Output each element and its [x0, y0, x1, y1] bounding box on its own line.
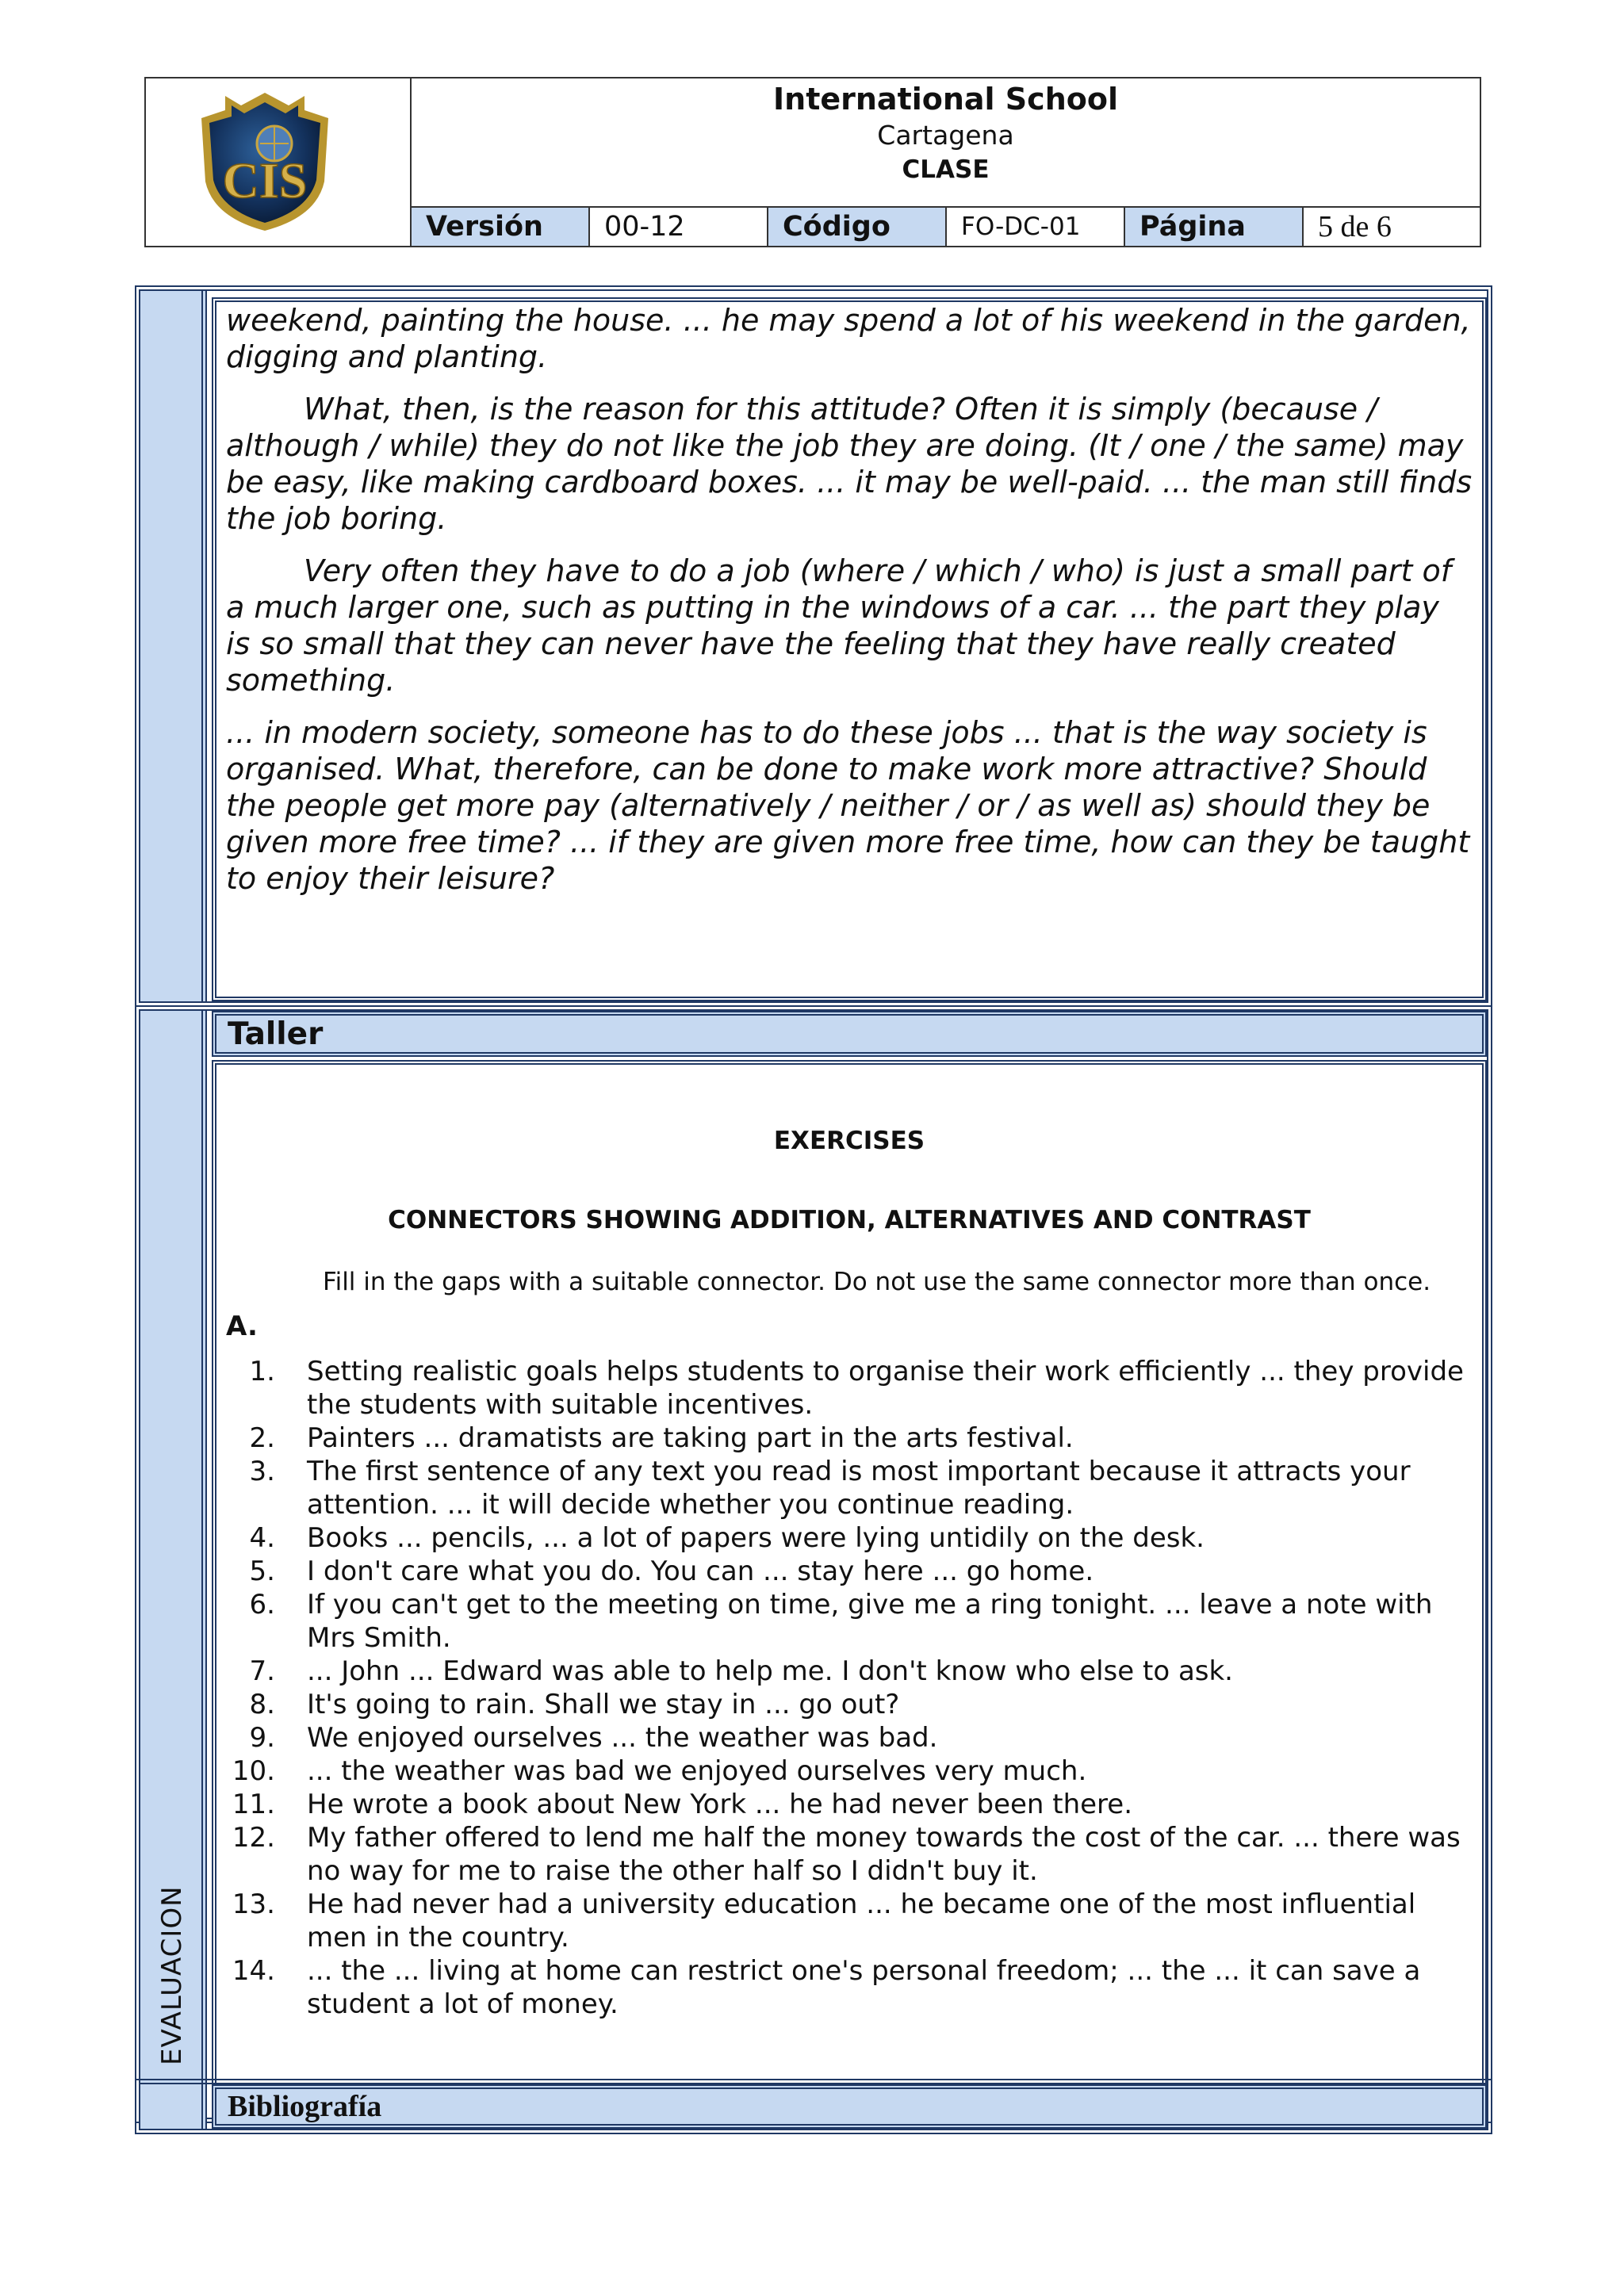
item-text: ... the weather was bad we enjoyed ourselves very much.	[307, 1755, 1087, 1787]
item-number: 6.	[249, 1589, 275, 1621]
version-label: Versión	[412, 208, 590, 246]
code-value: FO-DC-01	[947, 208, 1125, 246]
page-value: 5 de 6	[1318, 210, 1392, 243]
exercises-box	[212, 1060, 1487, 2118]
reading-box	[212, 297, 1487, 1001]
reading-section	[135, 285, 1492, 1007]
bibliography-label: Bibliografía	[212, 2084, 1487, 2129]
item-text: The first sentence of any text you read is most important because it attracts your attention. ... it will decide whether you continue reading.	[307, 1456, 1411, 1521]
item-text: He had never had a university education ... he became one of the most influential men in the country.	[307, 1888, 1416, 1954]
item-number: 8.	[249, 1689, 275, 1720]
exercise-item	[216, 1788, 1466, 1821]
header-title-block	[412, 78, 1480, 208]
reading-paragraph: Very often they have to do a job (where / which / who) is just a small part of a much larger one, such as putting in the windows of a car. ... the part they play is so small that they can never have the feeling that they have really created something.	[226, 553, 1452, 698]
exercise-item	[216, 1355, 1466, 1422]
item-number: 13.	[232, 1888, 275, 1920]
item-text: Setting realistic goals helps students to organise their work efficiently ... they provide the students with suitable incentives.	[307, 1356, 1464, 1421]
bibliography-sidebar	[140, 2084, 207, 2129]
item-text: ... the ... living at home can restrict one's personal freedom; ... the ... it can save a student a lot of money.	[307, 1955, 1421, 2020]
exercise-item	[216, 1721, 1466, 1755]
item-number: 10.	[232, 1755, 275, 1787]
exercises-instruction: Fill in the gaps with a suitable connector. Do not use the same connector more than once.	[323, 1268, 1431, 1296]
item-number: 3.	[249, 1456, 275, 1487]
version-value: 00-12	[590, 208, 768, 246]
page-label: Página	[1125, 208, 1304, 246]
taller-section	[135, 1005, 1492, 2123]
evaluation-sidebar	[140, 1011, 207, 2118]
item-number: 5.	[249, 1556, 275, 1587]
document-header	[144, 77, 1481, 247]
item-number: 2.	[249, 1422, 275, 1454]
exercise-part-label: A.	[226, 1311, 258, 1342]
exercise-item	[216, 1555, 1466, 1588]
item-number: 14.	[232, 1955, 275, 1987]
item-text: My father offered to lend me half the money towards the cost of the car. ... there was no way for me to raise the other half so I didn't buy it.	[307, 1822, 1461, 1887]
item-number: 12.	[232, 1822, 275, 1854]
item-text: Books ... pencils, ... a lot of papers were lying untidily on the desk.	[307, 1522, 1205, 1554]
logo-text: CIS	[222, 152, 308, 209]
item-text: If you can't get to the meeting on time, give me a ring tonight. ... leave a note with Mrs Smith.	[307, 1589, 1433, 1654]
item-text: ... John ... Edward was able to help me. I don't know who else to ask.	[307, 1655, 1233, 1687]
bibliography-section	[135, 2079, 1492, 2134]
exercise-item	[216, 1655, 1466, 1688]
exercise-list	[216, 1355, 1466, 2021]
document-type: CLASE	[902, 155, 990, 184]
item-text: He wrote a book about New York ... he had never been there.	[307, 1789, 1133, 1820]
item-number: 1.	[249, 1356, 275, 1387]
item-text: We enjoyed ourselves ... the weather was bad.	[307, 1722, 938, 1754]
exercise-item	[216, 1688, 1466, 1721]
reading-sidebar	[140, 291, 207, 1001]
school-logo-cell	[146, 78, 412, 246]
code-label: Código	[768, 208, 947, 246]
school-city: Cartagena	[877, 120, 1014, 151]
taller-label: Taller	[212, 1011, 1487, 1057]
reading-paragraph: ... in modern society, someone has to do these jobs ... that is the way society is organised. What, therefore, can be done to make work more attractive? Should the people get more pay (alternatively / neither / or / as well as) should they be given more free time? ... if they are given more free time, how can they be taught to enjoy their leisure?	[226, 715, 1470, 896]
item-text: It's going to rain. Shall we stay in ... go out?	[307, 1689, 900, 1720]
exercise-item	[216, 1954, 1466, 2021]
reading-paragraph: weekend, painting the house. ... he may spend a lot of his weekend in the garden, digging and planting.	[226, 303, 1471, 374]
exercise-item	[216, 1888, 1466, 1954]
school-name: International School	[773, 82, 1118, 117]
reading-paragraph: What, then, is the reason for this attitude? Often it is simply (because / although / while) they do not like the job they are doing. (It / one / the same) may be easy, like making cardboard boxes. ... it may be well-paid. ... the man still finds the job boring.	[226, 392, 1473, 536]
evaluation-label: EVALUACION	[156, 1885, 188, 2065]
exercise-item	[216, 1422, 1466, 1455]
reading-passage	[216, 302, 1482, 897]
item-number: 9.	[249, 1722, 275, 1754]
header-info	[412, 78, 1480, 246]
exercise-item	[216, 1755, 1466, 1788]
school-logo	[178, 86, 352, 237]
item-number: 7.	[249, 1655, 275, 1687]
exercise-item	[216, 1455, 1466, 1521]
exercise-item	[216, 1521, 1466, 1555]
exercise-item	[216, 1588, 1466, 1655]
exercise-item	[216, 1821, 1466, 1888]
item-number: 4.	[249, 1522, 275, 1554]
exercises-heading: EXERCISES	[773, 1127, 925, 1155]
item-text: Painters ... dramatists are taking part in the arts festival.	[307, 1422, 1074, 1454]
item-text: I don't care what you do. You can ... stay here ... go home.	[307, 1556, 1094, 1587]
header-meta-row	[412, 208, 1480, 246]
item-number: 11.	[232, 1789, 275, 1820]
exercises-subheading: CONNECTORS SHOWING ADDITION, ALTERNATIVES AND CONTRAST	[388, 1206, 1311, 1234]
